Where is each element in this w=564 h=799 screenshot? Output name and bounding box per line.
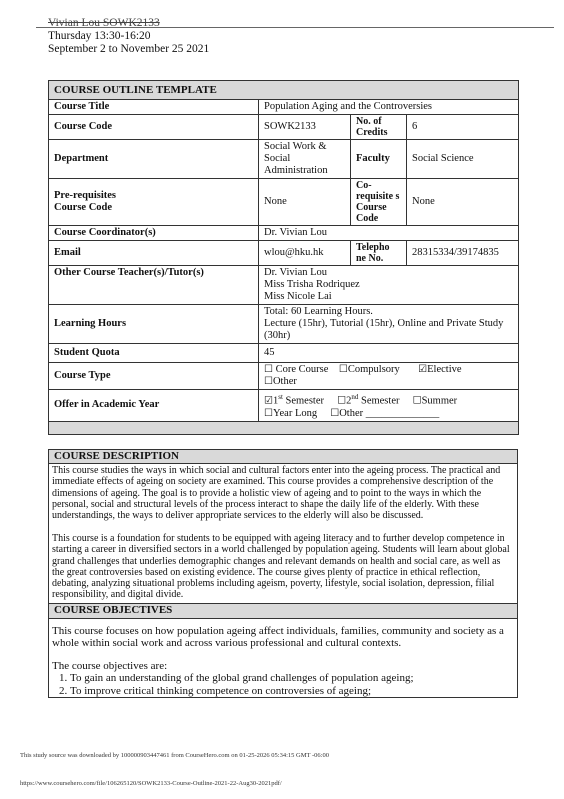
header-rule (36, 27, 554, 28)
type-elective: Elective (427, 364, 462, 375)
sem1-number: 1 (272, 395, 279, 407)
course-type-options (259, 363, 519, 390)
type-compulsory: Compulsory (347, 364, 400, 375)
prereq-label-line-2: Course Code (54, 202, 113, 213)
sem1-text: Semester (282, 395, 325, 407)
course-code-label: Course Code (49, 115, 259, 140)
objectives-body (49, 619, 517, 698)
teachers-label: Other Course Teacher(s)/Tutor(s) (49, 266, 259, 305)
checkbox-unchecked-icon[interactable]: ☐ (337, 395, 347, 407)
course-code-value: SOWK2133 (259, 115, 351, 140)
telephone-value: 28315334/39174835 (407, 241, 519, 266)
quota-value: 45 (259, 344, 519, 363)
checkbox-checked-icon[interactable]: ☑ (264, 395, 273, 407)
course-outline-table (48, 80, 519, 435)
prereq-label-line-1: Pre-requisites (54, 190, 117, 201)
hours-total: Total: 60 Learning Hours. (264, 306, 373, 317)
offer-other-blank: ______________ (365, 407, 440, 419)
description-paragraph-2: This course is a foundation for students to be equipped with ageing literacy and to further develop competence in starting a career in diversified sectors in a world challenged by population ageing. Students will learn about global grand challenges that underlies demographic changes and relevant demands on health and social care, as well as the great controversies based on existing evidence. The course gives plenty of practice in ethical reflection, debating, analyzing situational problems including ageism, poverty, lifestyle, social isolation, depression, filial responsibility, and digital divide. (52, 533, 510, 601)
teacher-3: Miss Nicole Lai (264, 291, 332, 302)
department-label: Department (49, 140, 259, 179)
table-spacer (49, 421, 519, 434)
corequisite-value: None (407, 179, 519, 226)
sem2-number: 2 (346, 395, 352, 407)
checkbox-unchecked-icon[interactable]: ☐ (264, 376, 273, 387)
template-title: COURSE OUTLINE TEMPLATE (49, 81, 519, 100)
objectives-list (52, 672, 514, 697)
coordinator-label: Course Coordinator(s) (49, 226, 259, 241)
objectives-lead: The course objectives are: (52, 659, 168, 672)
list-item: 2. To improve critical thinking competence on controversies of ageing; (70, 685, 514, 698)
sem2-suffix: nd (351, 393, 359, 401)
learning-hours-label: Learning Hours (49, 305, 259, 344)
type-other: Other (272, 376, 297, 387)
objectives-intro: This course focuses on how population ageing affect individuals, families, community and society as a whole within social work and across various professional and cultural contexts. (52, 624, 504, 650)
list-item: 1. To gain an understanding of the global grand challenges of population ageing; (70, 672, 514, 685)
objectives-heading: COURSE OBJECTIVES (49, 603, 517, 618)
department-value: Social Work & Social Administration (259, 140, 351, 179)
corequisite-label: Co-requisite s Course Code (351, 179, 407, 226)
type-core: Core Course (275, 364, 329, 375)
summer-option: Summer (421, 395, 458, 407)
checkbox-checked-icon[interactable]: ☑ (418, 364, 428, 375)
description-paragraph-1: This course studies the ways in which social and cultural factors enter into the ageing process. The practical and immediate effects of ageing on society are examined. This course provides a comprehensive description of the dimensions of ageing. The goal is to provide a holistic view of ageing and to point to the ways in which the personal, social and structural levels of the process interact to shape the daily life of the elderly. With these understandings, the ways to deliver appropriate services to the elderly will also be discussed. (52, 465, 501, 522)
telephone-label: Telepho ne No. (351, 241, 407, 266)
hours-breakdown: Lecture (15hr), Tutorial (15hr), Online and Private Study (30hr) (264, 318, 504, 341)
credits-value: 6 (407, 115, 519, 140)
source-url[interactable]: https://www.coursehero.com/file/106265120/SOWK2133-Course-Outline-2021-22-Aug30-2021pdf/ (20, 780, 282, 787)
description-heading: COURSE DESCRIPTION (49, 450, 517, 464)
prerequisites-label (49, 179, 259, 226)
course-type-label: Course Type (49, 363, 259, 390)
faculty-value: Social Science (407, 140, 519, 179)
header-line-3: September 2 to November 25 2021 (48, 43, 210, 55)
sem1-suffix: st (278, 393, 283, 401)
offer-other: Other (339, 407, 364, 419)
sem2-text: Semester (358, 395, 400, 407)
email-label: Email (49, 241, 259, 266)
learning-hours-value (259, 305, 519, 344)
quota-label: Student Quota (49, 344, 259, 363)
header-line-2: Thursday 13:30-16:20 (48, 30, 151, 42)
checkbox-unchecked-icon[interactable]: ☐ (264, 407, 273, 419)
description-objectives-box (48, 449, 518, 698)
year-long-option: Year Long (272, 407, 318, 419)
checkbox-unchecked-icon[interactable]: ☐ (330, 407, 340, 419)
checkbox-unchecked-icon[interactable]: ☐ (338, 364, 348, 375)
coordinator-value: Dr. Vivian Lou (259, 226, 519, 241)
faculty-label: Faculty (351, 140, 407, 179)
checkbox-unchecked-icon[interactable]: ☐ (264, 364, 273, 375)
teacher-1: Dr. Vivian Lou (264, 267, 328, 278)
prerequisites-value: None (259, 179, 351, 226)
download-notice: This study source was downloaded by 100000903447461 from CourseHero.com on 01-25-2026 05:34:15 GMT -06:00 (20, 752, 329, 759)
credits-label: No. of Credits (351, 115, 407, 140)
offer-options (259, 390, 519, 422)
offer-label: Offer in Academic Year (49, 390, 259, 422)
course-title-value: Population Aging and the Controversies (259, 100, 519, 115)
teachers-value (259, 266, 519, 305)
email-value: wlou@hku.hk (259, 241, 351, 266)
teacher-2: Miss Trisha Rodriquez (264, 279, 360, 290)
page-header (48, 17, 209, 56)
header-line-1: Vivian Lou SOWK2133 (48, 17, 160, 29)
checkbox-unchecked-icon[interactable]: ☐ (412, 395, 422, 407)
course-title-label: Course Title (49, 100, 259, 115)
